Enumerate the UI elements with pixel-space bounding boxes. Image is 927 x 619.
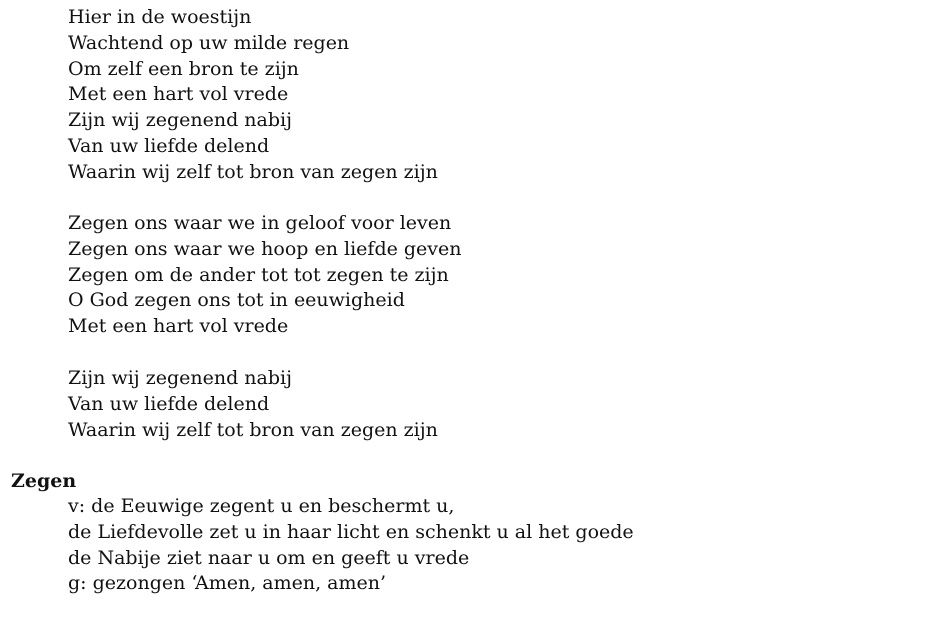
lyric-line: Zegen ons waar we in geloof voor leven (68, 212, 452, 234)
blessing-line: v: de Eeuwige zegent u en beschermt u, (68, 495, 455, 517)
lyric-line: Wachtend op uw milde regen (68, 31, 350, 54)
lyric-line: Zijn wij zegenend nabij (68, 367, 292, 389)
lyric-line: Waarin wij zelf tot bron van zegen zijn (68, 160, 438, 183)
blessing-text (68, 494, 634, 597)
lyric-line: Hier in de woestijn (68, 6, 252, 28)
lyric-line: O God zegen ons tot in eeuwigheid (68, 289, 405, 312)
section-heading: Zegen (11, 470, 77, 492)
song-stanza-3 (68, 366, 438, 443)
lyric-line: Zijn wij zegenend nabij (68, 109, 292, 132)
blessing-line: de Liefdevolle zet u in haar licht en schenkt u al het goede (68, 520, 634, 543)
blessing-line: de Nabije ziet naar u om en geeft u vrede (68, 546, 470, 569)
song-stanza-1 (68, 5, 438, 186)
blessing-line: g: gezongen ‘Amen, amen, amen’ (68, 572, 387, 595)
song-stanza-2 (68, 211, 462, 340)
lyric-line: Zegen ons waar we hoop en liefde geven (68, 237, 462, 260)
lyric-line: Met een hart vol vrede (68, 83, 289, 106)
lyric-line: Van uw liefde delend (68, 392, 270, 415)
lyric-line: Zegen om de ander tot tot zegen te zijn (68, 263, 449, 286)
lyric-line: Waarin wij zelf tot bron van zegen zijn (68, 418, 438, 441)
lyric-line: Met een hart vol vrede (68, 315, 289, 338)
lyric-line: Van uw liefde delend (68, 134, 270, 157)
lyric-line: Om zelf een bron te zijn (68, 57, 299, 80)
